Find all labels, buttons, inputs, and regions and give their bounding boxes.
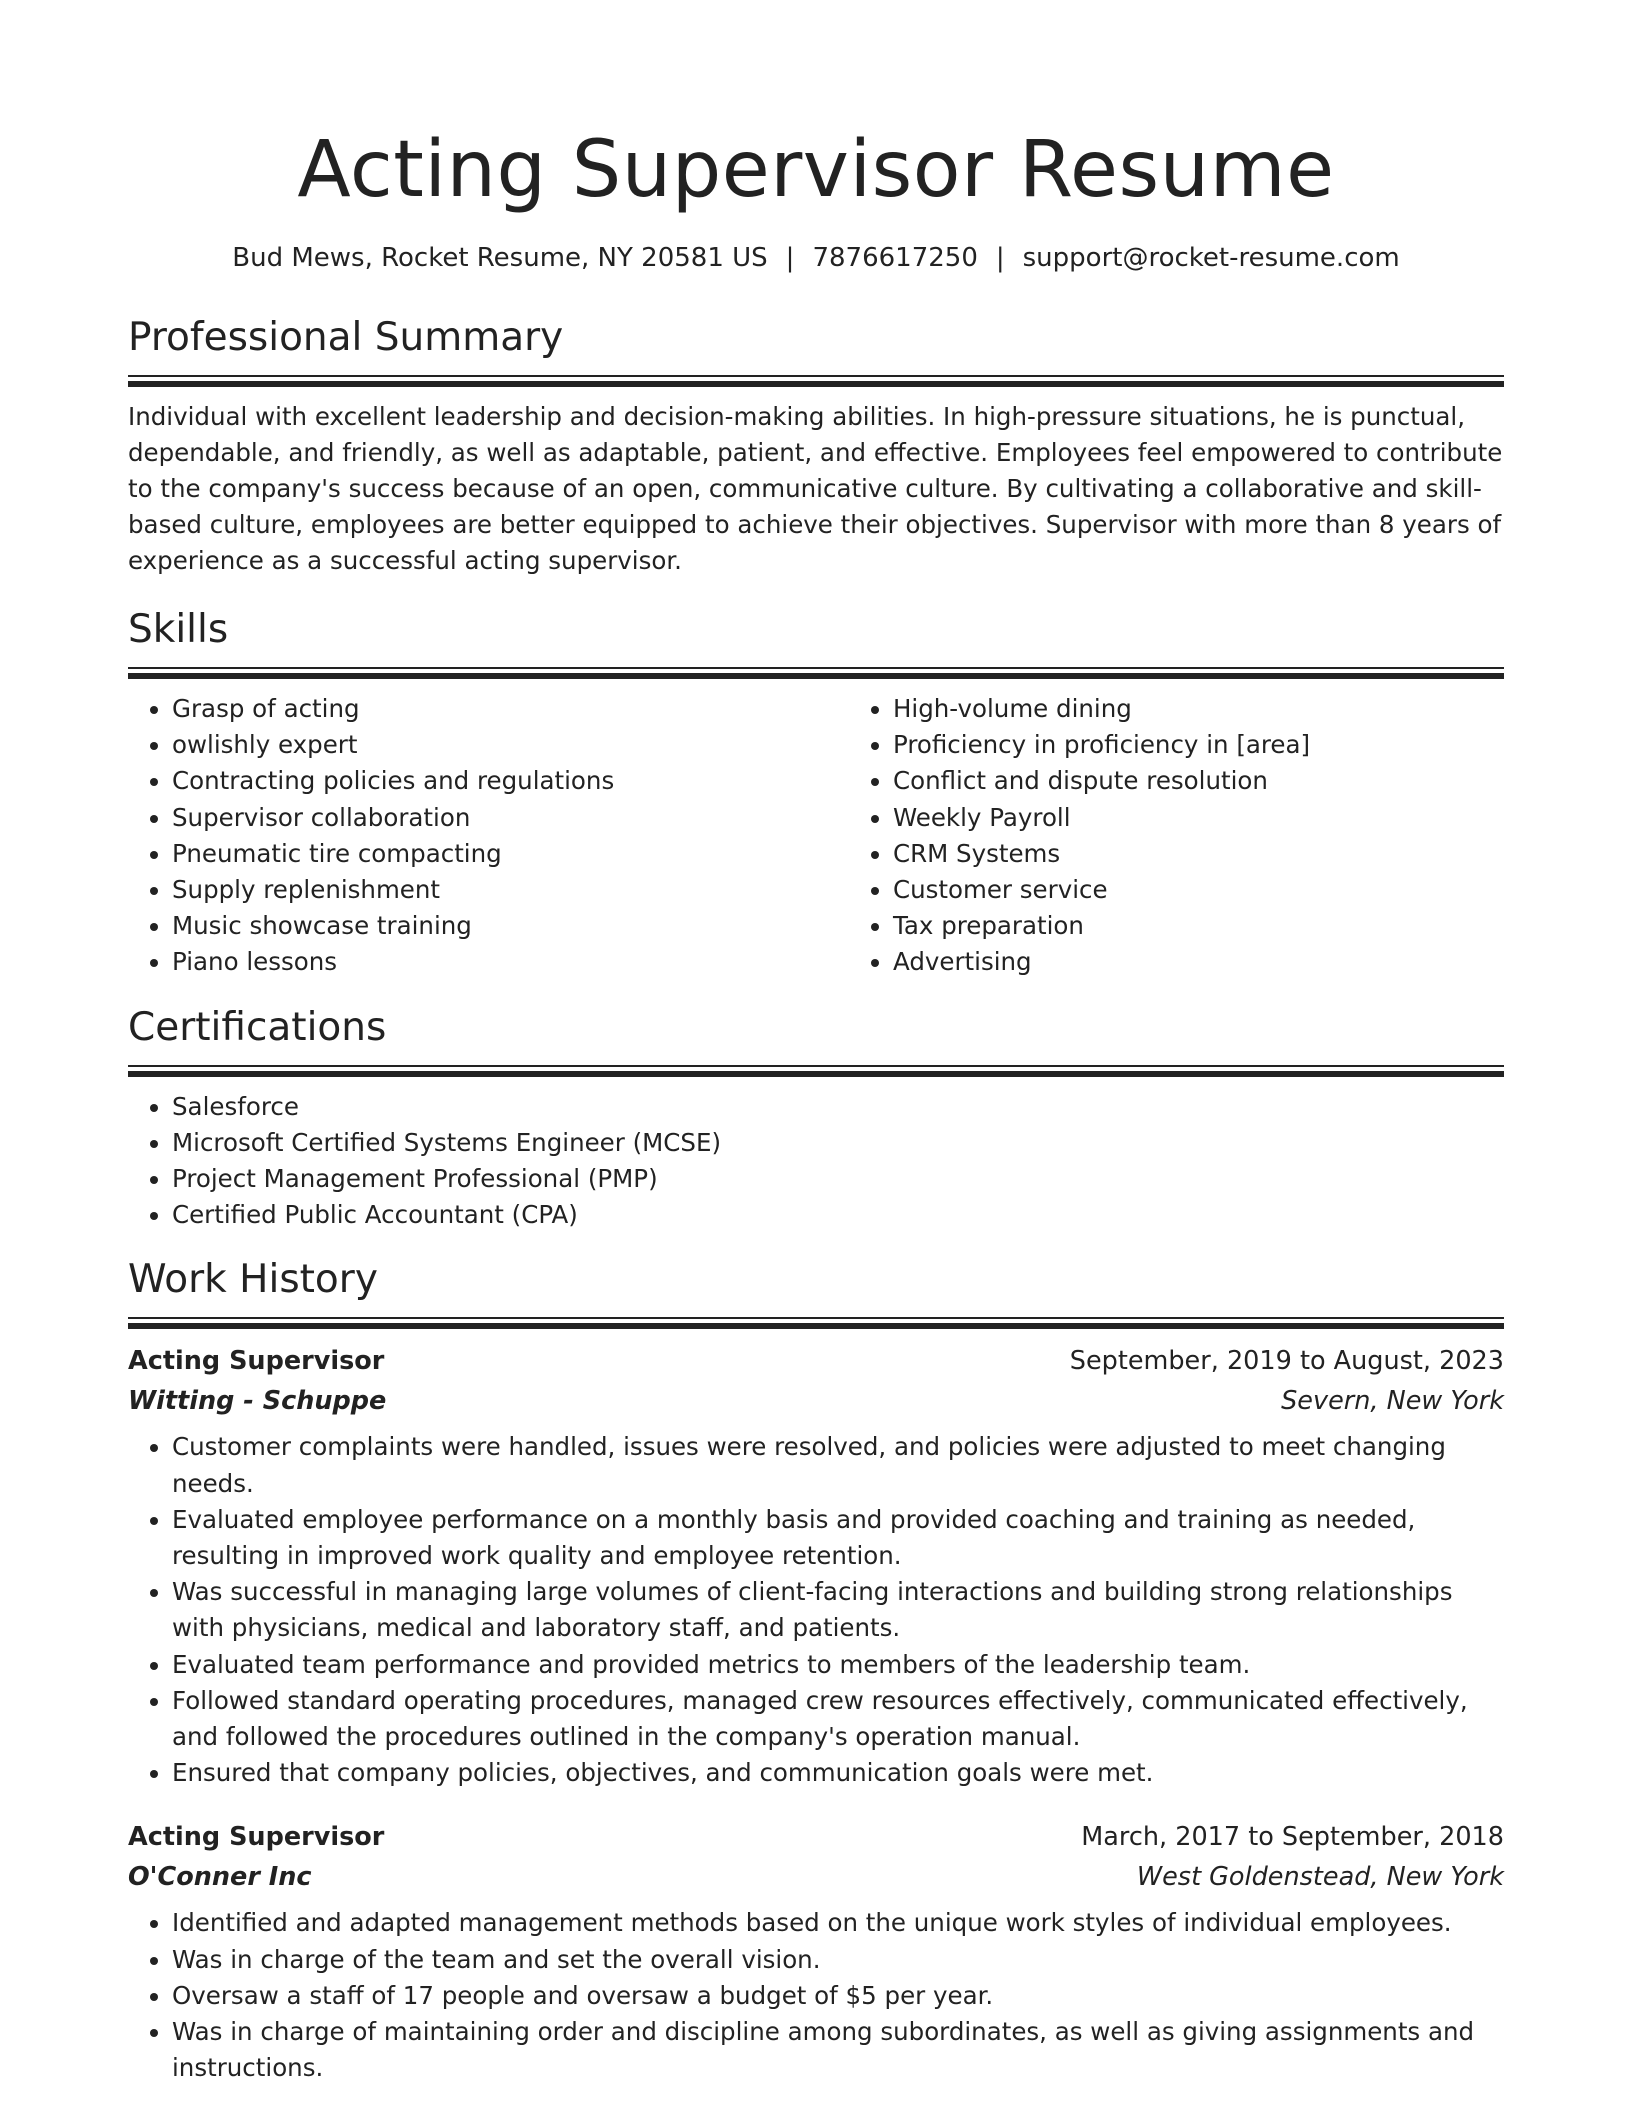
section-heading-work-history: Work History (128, 1257, 378, 1303)
section-divider (128, 1317, 1504, 1329)
resume-title: Acting Supervisor Resume (297, 125, 1335, 215)
summary-paragraph: Individual with excellent leadership and decision-making abilities. In high-pressure situations, he is punctual, dependable, and friendly, as well as adaptable, patient, and effective. Employees feel empowered to contribute to the company's success because of an open, communicative culture. By cultivating a collaborative and skill-based culture, employees are better equipped to achieve their objectives. Supervisor with more than 8 years of experience as a successful acting supervisor. (128, 402, 1503, 575)
skills-section (128, 605, 1504, 981)
skill-item: • Supply replenishment (172, 872, 849, 908)
certification-item: • Project Management Professional (PMP) (172, 1161, 1504, 1197)
section-divider (128, 667, 1504, 679)
certification-item: • Certified Public Accountant (CPA) (172, 1197, 1504, 1233)
job-company: Witting - Schuppe (128, 1386, 387, 1417)
job-location: Severn, New York (1281, 1386, 1504, 1417)
contact-line (128, 240, 1504, 276)
certifications-list (128, 1089, 1504, 1234)
skill-item: • Weekly Payroll (893, 800, 1504, 836)
section-divider (128, 375, 1504, 387)
job-entry (128, 1817, 1504, 2086)
skill-item: • Piano lessons (172, 944, 849, 980)
skill-item: • CRM Systems (893, 836, 1504, 872)
job-location: West Goldenstead, New York (1136, 1862, 1504, 1893)
skill-item: • High-volume dining (893, 691, 1504, 727)
skill-item: • owlishly expert (172, 727, 849, 763)
section-heading-certifications: Certifications (128, 1004, 387, 1050)
job-header-row (128, 1341, 1504, 1381)
job-duties-list (128, 1905, 1504, 2086)
job-dates: March, 2017 to September, 2018 (1081, 1822, 1504, 1853)
certification-item: • Microsoft Certified Systems Engineer (MCSE) (172, 1125, 1504, 1161)
contact-phone: 7876617250 (812, 243, 978, 273)
job-duty-item: • Followed standard operating procedures, managed crew resources effectively, communicated effectively, and followed the procedures outlined in the company's operation manual. (172, 1683, 1504, 1755)
job-header-row (128, 1817, 1504, 1857)
section-heading-summary: Professional Summary (128, 315, 564, 360)
section-divider (128, 1065, 1504, 1077)
job-subheader-row (128, 1381, 1504, 1421)
section-heading-skills: Skills (128, 607, 229, 652)
job-title: Acting Supervisor (128, 1346, 385, 1377)
job-duty-item: • Oversaw a staff of 17 people and oversaw a budget of $5 per year. (172, 1978, 1504, 2014)
skill-item: • Customer service (893, 872, 1504, 908)
job-entry (128, 1341, 1504, 1791)
job-duty-item: • Was in charge of maintaining order and discipline among subordinates, as well as giving assignments and instructions. (172, 2014, 1504, 2086)
job-duty-item: • Customer complaints were handled, issues were resolved, and policies were adjusted to meet changing needs. (172, 1429, 1504, 1501)
job-duty-item: • Evaluated team performance and provided metrics to members of the leadership team. (172, 1647, 1504, 1683)
skill-item: • Grasp of acting (172, 691, 849, 727)
skills-list-left (128, 691, 849, 981)
skill-item: • Tax preparation (893, 908, 1504, 944)
job-company: O'Conner Inc (128, 1862, 312, 1893)
job-duty-item: • Identified and adapted management methods based on the unique work styles of individual employees. (172, 1905, 1504, 1941)
job-duty-item: • Was in charge of the team and set the overall vision. (172, 1942, 1504, 1978)
contact-separator: | (995, 243, 1005, 273)
work-history-section (128, 1255, 1504, 2086)
skill-item: • Advertising (893, 944, 1504, 980)
contact-separator: | (785, 243, 795, 273)
job-title: Acting Supervisor (128, 1822, 385, 1853)
skills-list-right (849, 691, 1504, 981)
skill-item: • Contracting policies and regulations (172, 763, 849, 799)
certifications-section (128, 1003, 1504, 1234)
contact-address: Bud Mews, Rocket Resume, NY 20581 US (232, 243, 768, 273)
contact-email: support@rocket-resume.com (1022, 243, 1400, 273)
job-duty-item: • Was successful in managing large volumes of client-facing interactions and building strong relationships with physicians, medical and laboratory staff, and patients. (172, 1574, 1504, 1646)
skills-columns (128, 679, 1504, 981)
skill-item: • Supervisor collaboration (172, 800, 849, 836)
skill-item: • Proficiency in proficiency in [area] (893, 727, 1504, 763)
skill-item: • Music showcase training (172, 908, 849, 944)
job-dates: September, 2019 to August, 2023 (1069, 1346, 1504, 1377)
summary-section (128, 313, 1504, 579)
skill-item: • Conflict and dispute resolution (893, 763, 1504, 799)
skill-item: • Pneumatic tire compacting (172, 836, 849, 872)
job-subheader-row (128, 1857, 1504, 1897)
certification-item: • Salesforce (172, 1089, 1504, 1125)
job-duty-item: • Ensured that company policies, objectives, and communication goals were met. (172, 1755, 1504, 1791)
job-duties-list (128, 1429, 1504, 1791)
job-duty-item: • Evaluated employee performance on a monthly basis and provided coaching and training as needed, resulting in improved work quality and employee retention. (172, 1502, 1504, 1574)
